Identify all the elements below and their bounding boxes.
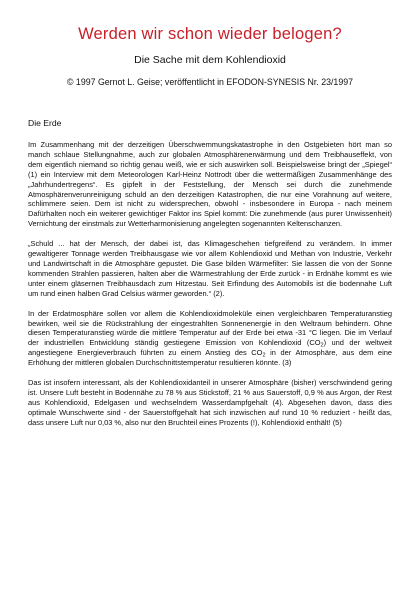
paragraph-3-part-2: ) und der weltweit angestiegene Energieverbrauch führten zu einem Anstieg des CO bbox=[28, 338, 393, 358]
paragraph-2: „Schuld ... hat der Mensch, der dabei ist, das Klimageschehen tiefgreifend zu verändern. In immer gewaltigerer Tonnage werden Treibhausgase wie vor allem Kohlendioxid und Methan von Industrie, Verkehr und Landwirtschaft in die Atmosphäre gepustet. Die Gase bilden Wärmefilter: Sie lassen die von der Sonne kommenden Strahlen passieren, halten aber die Wärmestrahlung der Erde zurück - in Erdnähe kommt es wie unter einem gläsernen Treibhausdach zum Hitzestau. Seit Erfindung des Automobils ist die bodennahe Luft um rund einen halben Grad Celsius wärmer geworden.“ (2). bbox=[28, 239, 392, 298]
section-heading: Die Erde bbox=[28, 118, 62, 128]
document-title: Werden wir schon wieder belogen? bbox=[78, 25, 342, 43]
document-subtitle: Die Sache mit dem Kohlendioxid bbox=[134, 54, 286, 66]
co2-subscript: 2 bbox=[262, 352, 266, 359]
copyright-line: © 1997 Gernot L. Geise; veröffentlicht in EFODON-SYNESIS Nr. 23/1997 bbox=[67, 77, 353, 87]
paragraph-3-part-3: in der Atmosphäre, aus dem eine Erhöhung der mittleren globalen Durchschnittstemperatur resultieren könnte. (3) bbox=[28, 348, 392, 368]
co2-subscript: 2 bbox=[320, 342, 324, 349]
paragraph-3 bbox=[28, 309, 392, 368]
paragraph-3-part-1: In der Erdatmosphäre sollen vor allem die Kohlendioxidmoleküle einen vergleichbaren Temperaturanstieg bewirken, weil sie die Rückstrahlung der eingestrahlten Sonnenenergie in den Weltraum behindern. Ohne diesen Temperaturanstieg würde die mittlere Temperatur auf der Erde bei etwa -31 °C liegen. Die im Verlauf der industriellen Entwicklung ständig gestiegene Emission von Kohlendioxid (CO bbox=[28, 308, 392, 348]
paragraph-1: Im Zusammenhang mit der derzeitigen Überschwemmungskatastrophe in den Ostgebieten hört man so manch schlaue Stellungnahme, auch zur globalen Atmosphärenerwärmung und dem Treibhauseffekt, von dem eigentlich niemand so richtig genau weiß, wie er sich auswirken soll. Beispielsweise bringt der „Spiegel“ (1) ein Interview mit dem Meteorologen Karl-Heinz Nottrodt über die wettermäßigen Zusammenhänge des „Jahrhundertregens“. Es gipfelt in der Feststellung, der Mensch sei durch die zunehmende Atmosphärenverunreinigung schuld an den derzeitigen Katastrophen, die nur eine Vorahnung auf weitere, schlimmere seien. Dem ist nicht zu widersprechen, obwohl - insbesondere in Europa - nach meinem Dafürhalten noch ein weiterer gewichtiger Faktor ins Spiel kommt: Die zunehmende (aus purer Unwissenheit) Vernichtung der einstmals zur Wetterharmonisierung angelegten sogenannten Keltenschanzen. bbox=[28, 140, 392, 229]
paragraph-4: Das ist insofern interessant, als der Kohlendioxidanteil in unserer Atmosphäre (bisher) verschwindend gering ist. Unsere Luft besteht in Bodennähe zu 78 % aus Stickstoff, 21 % aus Sauerstoff, 0,9 % aus Argon, der Rest aus Kohlendioxid, Edelgasen und wechselndem Wasserdampfgehalt (4). Abgesehen davon, dass dies optimale Wunschwerte sind - der Sauerstoffgehalt hat sich inzwischen auf rund 10 % reduziert - heißt das, dass unsere Luft nur 0,03 %, also nur den Bruchteil eines Prozents (!), Kohlendioxid enthält! (5) bbox=[28, 378, 392, 427]
